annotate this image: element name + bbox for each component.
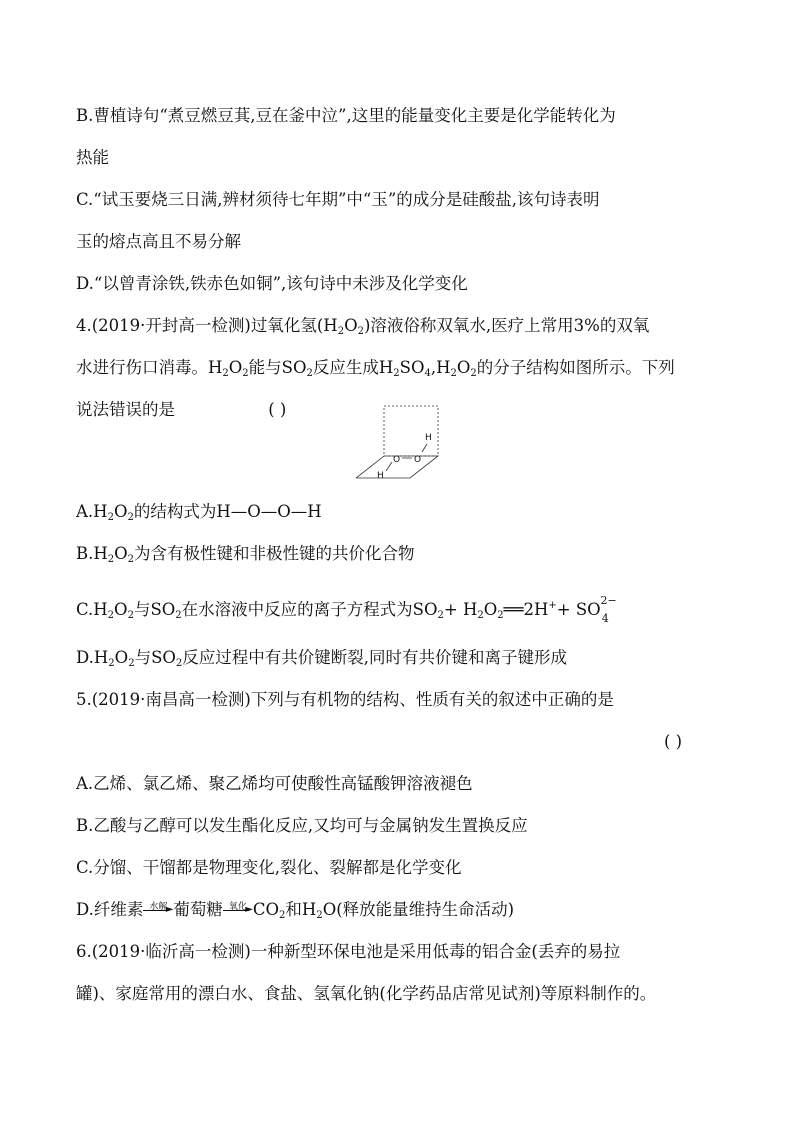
answer-bracket: ( ) [268, 400, 287, 419]
atom-o-left: O [393, 455, 401, 465]
question-5-option-c: C.分馏、干馏都是物理变化,裂化、裂解都是化学变化 [76, 858, 462, 877]
question-6-stem-line1: 6.(2019·临沂高一检测)一种新型环保电池是采用低毒的铝合金(丢弃的易拉 [76, 942, 621, 961]
question-4-option-b: $B.H_2O_2$为含有极性键和非极性键的共价化合物 [76, 544, 415, 565]
question-4-stem-line1: 4.(2019·开封高一检测)过氧化氢$(H_2O_2)$溶液俗称双氧水,医疗上常用3%的双氧 [76, 316, 650, 337]
option-b-line2: 热能 [76, 148, 109, 167]
question-4-stem-line2: 水进行伤口消毒。$H_2O_2$能与$SO_2$反应生成$H_2SO_4,H_2O_2$的分子结构如图所示。下列 [76, 358, 675, 379]
hydrolysis-arrow: 水解 ► [143, 898, 173, 922]
diagram-vertical-plane [384, 406, 438, 456]
question-5-stem: 5.(2019·南昌高一检测)下列与有机物的结构、性质有关的叙述中正确的是 [76, 690, 614, 709]
question-5-option-d: D.纤维素 水解 ► 葡萄糖 氧化 ► $CO_2$和$H_2O$(释放能量维持生命活动) [76, 900, 515, 921]
question-6-stem-line2: 罐)、家庭常用的漂白水、食盐、氢氧化钠(化学药品店常见试剂)等原料制作的。 [76, 984, 657, 1003]
question-4-stem-line3: 说法错误的是 ( ) [76, 398, 286, 422]
option-c-line1: C.“试玉要烧三日满,辨材须待七年期”中“玉”的成分是硅酸盐,该句诗表明 [76, 190, 600, 209]
question-5-option-a: A.乙烯、氯乙烯、聚乙烯均可使酸性高锰酸钾溶液褪色 [76, 774, 473, 793]
bond-o-h-right [422, 444, 427, 452]
h2o2-structure-diagram [356, 404, 440, 480]
question-5-option-b: B.乙酸与乙醇可以发生酯化反应,又均可与金属钠发生置换反应 [76, 816, 528, 835]
question-5-answer-bracket: ( ) [664, 732, 683, 751]
option-d-line: D.“以曾青涂铁,铁赤色如铜”,该句诗中未涉及化学变化 [76, 274, 468, 293]
question-4-option-a: $A.H_2O_2$的结构式为H—O—O—H [76, 502, 322, 523]
sulfate-ion: + SO 2− 4 [556, 594, 617, 625]
atom-o-right: O [414, 455, 422, 465]
option-b-line1: B.曹植诗句“煮豆燃豆萁,豆在釜中泣”,这里的能量变化主要是化学能转化为 [76, 106, 616, 125]
oxidation-arrow: 氧化 ► [223, 898, 253, 922]
question-4-option-d: $D.H_2O_2$与$SO_2$反应过程中有共价键断裂,同时有共价键和离子键形成 [76, 648, 568, 669]
option-c-line2: 玉的熔点高且不易分解 [76, 232, 241, 251]
atom-h-right: H [425, 433, 432, 443]
atom-h-left: H [377, 471, 384, 480]
question-4-option-c: $C.H_2O_2$与$SO_2$在水溶液中反应的离子方程式为$SO_2+$ $H_2O_2══2H^++$ SO 2− 4 [76, 594, 617, 625]
bond-h-o-left [386, 462, 392, 471]
